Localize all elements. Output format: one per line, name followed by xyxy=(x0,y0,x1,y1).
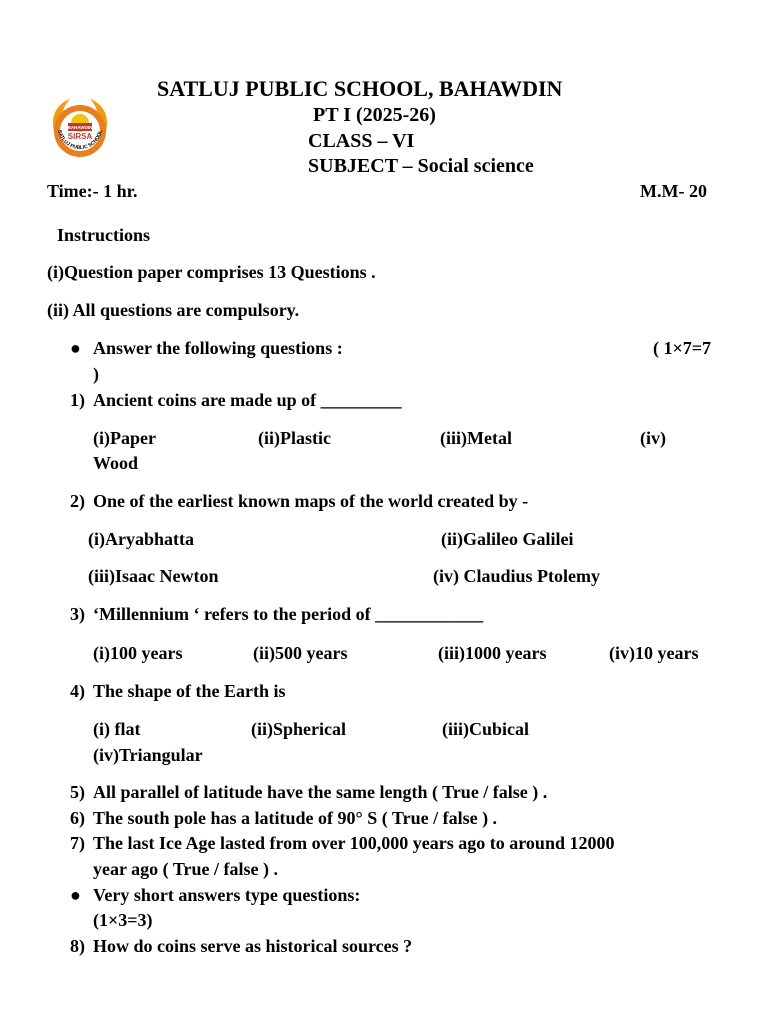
bullet-icon: ● xyxy=(70,338,81,358)
logo-middle-text: SIRSA xyxy=(67,132,93,141)
option: (ii)500 years xyxy=(253,643,348,663)
question-text-continued: year ago ( True / false ) . xyxy=(93,859,278,879)
question-text: Ancient coins are made up of _________ xyxy=(93,390,402,410)
section1-title: Answer the following questions : xyxy=(93,338,343,358)
question-number: 1) xyxy=(70,390,85,410)
school-logo xyxy=(48,97,112,161)
question-number: 5) xyxy=(70,782,85,802)
question-text: The south pole has a latitude of 90° S ( True / false ) . xyxy=(93,808,498,828)
question-text: The shape of the Earth is xyxy=(93,681,286,701)
option: (iii)Isaac Newton xyxy=(88,566,219,586)
option: (iv)Triangular xyxy=(93,745,203,765)
question-number: 8) xyxy=(70,936,85,956)
option: (ii)Plastic xyxy=(258,428,331,448)
max-marks-label: M.M- 20 xyxy=(640,181,707,201)
section2-marks: (1×3=3) xyxy=(93,910,153,930)
question-text: All parallel of latitude have the same length ( True / false ) . xyxy=(93,782,548,802)
option: (iv) xyxy=(640,428,666,448)
question-number: 6) xyxy=(70,808,85,828)
school-name: SATLUJ PUBLIC SCHOOL, BAHAWDIN xyxy=(157,76,563,101)
question-number: 3) xyxy=(70,604,85,624)
time-label: Time:- 1 hr. xyxy=(47,181,138,201)
question-text: One of the earliest known maps of the world created by - xyxy=(93,491,529,511)
option: (iv) Claudius Ptolemy xyxy=(433,566,601,586)
bullet-icon: ● xyxy=(70,885,81,905)
question-number: 4) xyxy=(70,681,85,701)
option: (iii)1000 years xyxy=(438,643,547,663)
section1-marks-end: ) xyxy=(93,364,99,384)
option-wrap: Wood xyxy=(93,453,139,473)
question-text: ‘Millennium ‘ refers to the period of ____________ xyxy=(93,604,484,624)
subject-label: SUBJECT – Social science xyxy=(308,155,534,177)
section2-title: Very short answers type questions: xyxy=(93,885,361,905)
instructions-heading: Instructions xyxy=(57,225,151,245)
option: (i)100 years xyxy=(93,643,183,663)
option: (ii)Galileo Galilei xyxy=(441,529,574,549)
option: (i)Aryabhatta xyxy=(88,529,194,549)
section1-marks: ( 1×7=7 xyxy=(653,338,712,358)
option: (iii)Metal xyxy=(440,428,512,448)
exam-name: PT I (2025-26) xyxy=(313,104,436,126)
instruction-item: (i)Question paper comprises 13 Questions . xyxy=(47,262,376,282)
question-number: 7) xyxy=(70,833,85,853)
question-text: How do coins serve as historical sources ? xyxy=(93,936,413,956)
question-number: 2) xyxy=(70,491,85,511)
question-text: The last Ice Age lasted from over 100,000 years ago to around 12000 xyxy=(93,833,615,853)
option: (iv)10 years xyxy=(609,643,699,663)
class-label: CLASS – VI xyxy=(308,130,415,152)
option: (iii)Cubical xyxy=(442,719,530,739)
option: (i) flat xyxy=(93,719,141,739)
option: (i)Paper xyxy=(93,428,156,448)
logo-top-text: BAHAWDIN xyxy=(67,125,93,130)
instruction-item: (ii) All questions are compulsory. xyxy=(47,300,300,320)
option: (ii)Spherical xyxy=(251,719,346,739)
logo-ring-text: SATLUJ PUBLIC SCHOOL xyxy=(56,129,104,152)
